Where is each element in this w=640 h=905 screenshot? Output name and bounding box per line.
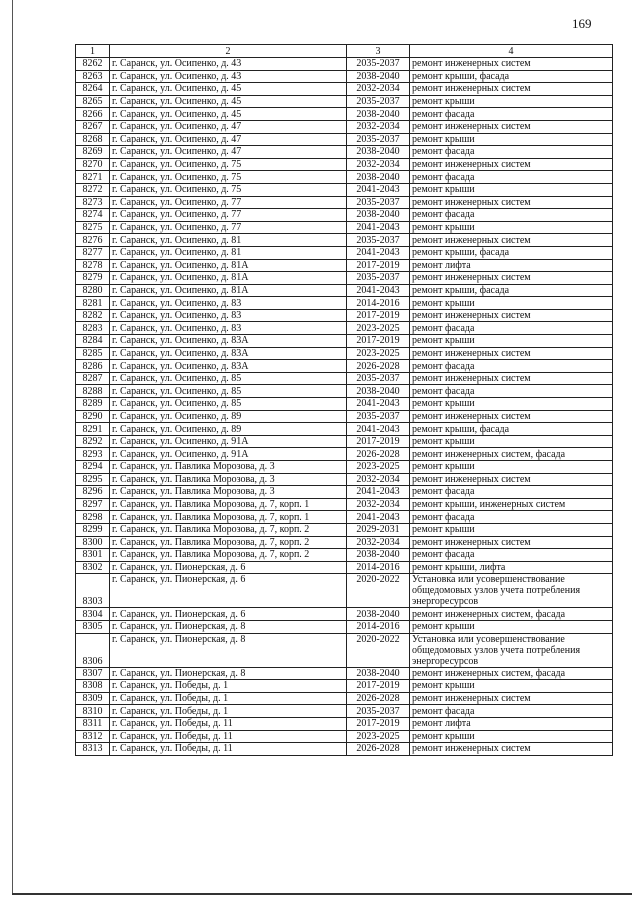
cell-address: г. Саранск, ул. Победы, д. 11 <box>110 730 347 743</box>
cell-number: 8304 <box>76 608 110 621</box>
cell-number: 8298 <box>76 511 110 524</box>
table-row <box>76 372 613 385</box>
scan-edge-left <box>12 0 13 893</box>
cell-number: 8267 <box>76 120 110 133</box>
cell-period: 2029-2031 <box>347 523 410 536</box>
cell-period: 2041-2043 <box>347 183 410 196</box>
cell-period: 2017-2019 <box>347 680 410 693</box>
table-row <box>76 183 613 196</box>
cell-work: ремонт фасада <box>410 322 613 335</box>
cell-period: 2023-2025 <box>347 730 410 743</box>
cell-address: г. Саранск, ул. Пионерская, д. 8 <box>110 633 347 667</box>
cell-period: 2038-2040 <box>347 667 410 680</box>
cell-number: 8281 <box>76 297 110 310</box>
cell-number: 8282 <box>76 309 110 322</box>
cell-period: 2035-2037 <box>347 58 410 71</box>
cell-address: г. Саранск, ул. Осипенко, д. 81А <box>110 259 347 272</box>
cell-number: 8301 <box>76 549 110 562</box>
cell-number: 8280 <box>76 284 110 297</box>
cell-work: ремонт инженерных систем <box>410 158 613 171</box>
cell-address: г. Саранск, ул. Павлика Морозова, д. 7, корп. 2 <box>110 523 347 536</box>
cell-number: 8288 <box>76 385 110 398</box>
cell-address: г. Саранск, ул. Осипенко, д. 81 <box>110 246 347 259</box>
cell-work: ремонт крыши <box>410 680 613 693</box>
table-row <box>76 347 613 360</box>
cell-address: г. Саранск, ул. Осипенко, д. 83 <box>110 309 347 322</box>
cell-work: ремонт фасада <box>410 385 613 398</box>
cell-number: 8278 <box>76 259 110 272</box>
cell-period: 2035-2037 <box>347 234 410 247</box>
cell-work: ремонт крыши <box>410 523 613 536</box>
cell-period: 2032-2034 <box>347 83 410 96</box>
cell-period: 2026-2028 <box>347 692 410 705</box>
table-row <box>76 246 613 259</box>
cell-address: г. Саранск, ул. Осипенко, д. 83А <box>110 360 347 373</box>
cell-number: 8295 <box>76 473 110 486</box>
cell-period: 2041-2043 <box>347 511 410 524</box>
cell-period: 2041-2043 <box>347 423 410 436</box>
cell-period: 2020-2022 <box>347 633 410 667</box>
table-row <box>76 259 613 272</box>
repair-schedule-table <box>75 44 613 756</box>
cell-address: г. Саранск, ул. Осипенко, д. 85 <box>110 398 347 411</box>
cell-work: ремонт инженерных систем <box>410 743 613 756</box>
cell-work: ремонт фасада <box>410 108 613 121</box>
table-row <box>76 461 613 474</box>
cell-address: г. Саранск, ул. Осипенко, д. 83 <box>110 322 347 335</box>
cell-period: 2023-2025 <box>347 461 410 474</box>
cell-work: ремонт крыши, фасада <box>410 70 613 83</box>
column-header-work: 4 <box>410 45 613 58</box>
cell-address: г. Саранск, ул. Павлика Морозова, д. 7, корп. 2 <box>110 536 347 549</box>
cell-period: 2032-2034 <box>347 473 410 486</box>
cell-number: 8308 <box>76 680 110 693</box>
cell-number: 8283 <box>76 322 110 335</box>
table-row <box>76 705 613 718</box>
cell-address: г. Саранск, ул. Пионерская, д. 6 <box>110 561 347 574</box>
cell-period: 2035-2037 <box>347 196 410 209</box>
cell-work: ремонт крыши <box>410 435 613 448</box>
cell-number: 8275 <box>76 221 110 234</box>
cell-address: г. Саранск, ул. Осипенко, д. 81А <box>110 284 347 297</box>
cell-number: 8289 <box>76 398 110 411</box>
cell-number: 8309 <box>76 692 110 705</box>
table-row <box>76 83 613 96</box>
cell-address: г. Саранск, ул. Победы, д. 11 <box>110 743 347 756</box>
table-row <box>76 58 613 71</box>
cell-address: г. Саранск, ул. Осипенко, д. 91А <box>110 435 347 448</box>
cell-address: г. Саранск, ул. Осипенко, д. 45 <box>110 83 347 96</box>
cell-number: 8290 <box>76 410 110 423</box>
cell-address: г. Саранск, ул. Осипенко, д. 85 <box>110 385 347 398</box>
cell-period: 2038-2040 <box>347 209 410 222</box>
cell-work: ремонт лифта <box>410 259 613 272</box>
cell-address: г. Саранск, ул. Павлика Морозова, д. 3 <box>110 486 347 499</box>
page-number: 169 <box>572 16 592 31</box>
cell-period: 2038-2040 <box>347 608 410 621</box>
cell-work: Установка или усовершенствование общедомовых узлов учета потребления энергоресурсов <box>410 574 613 608</box>
cell-work: ремонт крыши <box>410 133 613 146</box>
cell-number: 8276 <box>76 234 110 247</box>
cell-number: 8263 <box>76 70 110 83</box>
cell-number: 8297 <box>76 498 110 511</box>
cell-address: г. Саранск, ул. Осипенко, д. 81 <box>110 234 347 247</box>
cell-number: 8296 <box>76 486 110 499</box>
cell-number: 8307 <box>76 667 110 680</box>
cell-number: 8271 <box>76 171 110 184</box>
cell-period: 2017-2019 <box>347 259 410 272</box>
cell-work: ремонт инженерных систем <box>410 83 613 96</box>
cell-address: г. Саранск, ул. Осипенко, д. 45 <box>110 108 347 121</box>
cell-period: 2014-2016 <box>347 620 410 633</box>
table-row <box>76 133 613 146</box>
table-row <box>76 360 613 373</box>
cell-number: 8277 <box>76 246 110 259</box>
cell-number: 8272 <box>76 183 110 196</box>
table-row <box>76 234 613 247</box>
table-row <box>76 692 613 705</box>
cell-number: 8286 <box>76 360 110 373</box>
table-row <box>76 561 613 574</box>
table-row <box>76 435 613 448</box>
cell-address: г. Саранск, ул. Осипенко, д. 43 <box>110 70 347 83</box>
cell-number: 8300 <box>76 536 110 549</box>
cell-period: 2017-2019 <box>347 435 410 448</box>
cell-number: 8291 <box>76 423 110 436</box>
cell-address: г. Саранск, ул. Пионерская, д. 6 <box>110 608 347 621</box>
table-row <box>76 95 613 108</box>
cell-work: ремонт фасада <box>410 209 613 222</box>
cell-number: 8274 <box>76 209 110 222</box>
cell-work: ремонт крыши, фасада <box>410 284 613 297</box>
cell-address: г. Саранск, ул. Пионерская, д. 6 <box>110 574 347 608</box>
cell-address: г. Саранск, ул. Осипенко, д. 91А <box>110 448 347 461</box>
cell-address: г. Саранск, ул. Осипенко, д. 75 <box>110 171 347 184</box>
cell-work: ремонт крыши <box>410 95 613 108</box>
cell-period: 2038-2040 <box>347 171 410 184</box>
cell-work: ремонт фасада <box>410 549 613 562</box>
cell-address: г. Саранск, ул. Осипенко, д. 47 <box>110 133 347 146</box>
cell-work: ремонт инженерных систем, фасада <box>410 448 613 461</box>
table-row <box>76 473 613 486</box>
table-row <box>76 680 613 693</box>
cell-address: г. Саранск, ул. Победы, д. 11 <box>110 717 347 730</box>
cell-number: 8269 <box>76 146 110 159</box>
table-row <box>76 209 613 222</box>
cell-address: г. Саранск, ул. Павлика Морозова, д. 3 <box>110 461 347 474</box>
cell-number: 8266 <box>76 108 110 121</box>
table-row <box>76 309 613 322</box>
table-row <box>76 608 613 621</box>
cell-period: 2020-2022 <box>347 574 410 608</box>
table-row <box>76 108 613 121</box>
cell-period: 2041-2043 <box>347 398 410 411</box>
cell-work: ремонт инженерных систем <box>410 372 613 385</box>
cell-address: г. Саранск, ул. Осипенко, д. 43 <box>110 58 347 71</box>
cell-period: 2038-2040 <box>347 385 410 398</box>
cell-period: 2041-2043 <box>347 221 410 234</box>
cell-number: 8273 <box>76 196 110 209</box>
cell-period: 2038-2040 <box>347 108 410 121</box>
table-row <box>76 146 613 159</box>
table-row <box>76 486 613 499</box>
cell-period: 2014-2016 <box>347 297 410 310</box>
cell-address: г. Саранск, ул. Осипенко, д. 75 <box>110 158 347 171</box>
table-row <box>76 620 613 633</box>
cell-period: 2032-2034 <box>347 536 410 549</box>
table-row <box>76 272 613 285</box>
cell-work: ремонт крыши <box>410 730 613 743</box>
cell-address: г. Саранск, ул. Осипенко, д. 77 <box>110 196 347 209</box>
cell-address: г. Саранск, ул. Осипенко, д. 47 <box>110 146 347 159</box>
cell-period: 2023-2025 <box>347 322 410 335</box>
cell-number: 8294 <box>76 461 110 474</box>
cell-period: 2038-2040 <box>347 70 410 83</box>
cell-period: 2026-2028 <box>347 743 410 756</box>
cell-number: 8284 <box>76 335 110 348</box>
table-row <box>76 171 613 184</box>
cell-work: ремонт фасада <box>410 171 613 184</box>
cell-work: ремонт фасада <box>410 146 613 159</box>
cell-work: ремонт крыши <box>410 297 613 310</box>
table-row <box>76 423 613 436</box>
cell-work: ремонт инженерных систем <box>410 234 613 247</box>
cell-work: ремонт крыши <box>410 221 613 234</box>
table-row <box>76 297 613 310</box>
table-row <box>76 743 613 756</box>
cell-number: 8287 <box>76 372 110 385</box>
cell-address: г. Саранск, ул. Пионерская, д. 8 <box>110 667 347 680</box>
cell-address: г. Саранск, ул. Осипенко, д. 85 <box>110 372 347 385</box>
cell-address: г. Саранск, ул. Осипенко, д. 83А <box>110 347 347 360</box>
cell-work: ремонт крыши <box>410 461 613 474</box>
table-row <box>76 511 613 524</box>
cell-number: 8302 <box>76 561 110 574</box>
cell-address: г. Саранск, ул. Осипенко, д. 77 <box>110 209 347 222</box>
cell-work: ремонт крыши, фасада <box>410 423 613 436</box>
cell-period: 2041-2043 <box>347 246 410 259</box>
cell-work: ремонт инженерных систем <box>410 58 613 71</box>
table-row <box>76 158 613 171</box>
cell-number: 8313 <box>76 743 110 756</box>
cell-address: г. Саранск, ул. Осипенко, д. 81А <box>110 272 347 285</box>
cell-address: г. Саранск, ул. Осипенко, д. 83 <box>110 297 347 310</box>
cell-work: ремонт крыши, лифта <box>410 561 613 574</box>
column-header-number: 1 <box>76 45 110 58</box>
cell-period: 2032-2034 <box>347 498 410 511</box>
table-row <box>76 196 613 209</box>
table-row <box>76 574 613 608</box>
cell-address: г. Саранск, ул. Победы, д. 1 <box>110 680 347 693</box>
cell-period: 2041-2043 <box>347 284 410 297</box>
table-row <box>76 667 613 680</box>
cell-work: ремонт фасада <box>410 511 613 524</box>
cell-address: г. Саранск, ул. Осипенко, д. 77 <box>110 221 347 234</box>
cell-period: 2026-2028 <box>347 448 410 461</box>
cell-period: 2035-2037 <box>347 133 410 146</box>
table-header-row <box>76 45 613 58</box>
cell-address: г. Саранск, ул. Павлика Морозова, д. 7, корп. 1 <box>110 498 347 511</box>
cell-period: 2017-2019 <box>347 335 410 348</box>
cell-address: г. Саранск, ул. Победы, д. 1 <box>110 692 347 705</box>
cell-number: 8270 <box>76 158 110 171</box>
cell-period: 2017-2019 <box>347 717 410 730</box>
cell-number: 8312 <box>76 730 110 743</box>
cell-address: г. Саранск, ул. Победы, д. 1 <box>110 705 347 718</box>
cell-work: ремонт инженерных систем <box>410 692 613 705</box>
cell-period: 2026-2028 <box>347 360 410 373</box>
cell-period: 2035-2037 <box>347 410 410 423</box>
cell-work: ремонт инженерных систем <box>410 410 613 423</box>
cell-number: 8306 <box>76 633 110 667</box>
table-row <box>76 120 613 133</box>
cell-work: ремонт крыши <box>410 398 613 411</box>
table-row <box>76 717 613 730</box>
cell-number: 8279 <box>76 272 110 285</box>
cell-period: 2038-2040 <box>347 146 410 159</box>
cell-period: 2035-2037 <box>347 272 410 285</box>
cell-number: 8285 <box>76 347 110 360</box>
table-row <box>76 730 613 743</box>
table-row <box>76 523 613 536</box>
table-row <box>76 410 613 423</box>
cell-work: ремонт крыши, фасада <box>410 246 613 259</box>
cell-period: 2014-2016 <box>347 561 410 574</box>
table-row <box>76 398 613 411</box>
cell-number: 8293 <box>76 448 110 461</box>
cell-work: ремонт инженерных систем <box>410 473 613 486</box>
cell-number: 8299 <box>76 523 110 536</box>
cell-period: 2035-2037 <box>347 705 410 718</box>
cell-number: 8292 <box>76 435 110 448</box>
cell-work: ремонт инженерных систем <box>410 347 613 360</box>
table-row <box>76 322 613 335</box>
table-body <box>76 58 613 756</box>
cell-work: Установка или усовершенствование общедомовых узлов учета потребления энергоресурсов <box>410 633 613 667</box>
cell-address: г. Саранск, ул. Осипенко, д. 89 <box>110 410 347 423</box>
cell-number: 8310 <box>76 705 110 718</box>
cell-number: 8264 <box>76 83 110 96</box>
cell-address: г. Саранск, ул. Осипенко, д. 75 <box>110 183 347 196</box>
cell-work: ремонт крыши, инженерных систем <box>410 498 613 511</box>
cell-number: 8262 <box>76 58 110 71</box>
cell-work: ремонт лифта <box>410 717 613 730</box>
cell-address: г. Саранск, ул. Осипенко, д. 47 <box>110 120 347 133</box>
cell-number: 8305 <box>76 620 110 633</box>
cell-number: 8311 <box>76 717 110 730</box>
table-row <box>76 448 613 461</box>
cell-address: г. Саранск, ул. Павлика Морозова, д. 7, корп. 2 <box>110 549 347 562</box>
cell-address: г. Саранск, ул. Пионерская, д. 8 <box>110 620 347 633</box>
cell-work: ремонт фасада <box>410 360 613 373</box>
cell-number: 8303 <box>76 574 110 608</box>
cell-work: ремонт крыши <box>410 335 613 348</box>
cell-period: 2017-2019 <box>347 309 410 322</box>
column-header-period: 3 <box>347 45 410 58</box>
cell-work: ремонт инженерных систем <box>410 120 613 133</box>
cell-work: ремонт фасада <box>410 486 613 499</box>
table-row <box>76 549 613 562</box>
table-row <box>76 221 613 234</box>
cell-work: ремонт крыши <box>410 183 613 196</box>
cell-address: г. Саранск, ул. Павлика Морозова, д. 7, корп. 1 <box>110 511 347 524</box>
cell-period: 2032-2034 <box>347 120 410 133</box>
cell-number: 8265 <box>76 95 110 108</box>
cell-work: ремонт инженерных систем <box>410 309 613 322</box>
table-row <box>76 284 613 297</box>
cell-period: 2032-2034 <box>347 158 410 171</box>
table-row <box>76 498 613 511</box>
cell-work: ремонт инженерных систем, фасада <box>410 608 613 621</box>
cell-work: ремонт инженерных систем, фасада <box>410 667 613 680</box>
cell-period: 2023-2025 <box>347 347 410 360</box>
cell-period: 2035-2037 <box>347 372 410 385</box>
cell-address: г. Саранск, ул. Осипенко, д. 83А <box>110 335 347 348</box>
column-header-address: 2 <box>110 45 347 58</box>
cell-period: 2035-2037 <box>347 95 410 108</box>
cell-work: ремонт инженерных систем <box>410 196 613 209</box>
table-row <box>76 335 613 348</box>
table-row <box>76 633 613 667</box>
cell-period: 2041-2043 <box>347 486 410 499</box>
cell-work: ремонт инженерных систем <box>410 536 613 549</box>
cell-work: ремонт фасада <box>410 705 613 718</box>
cell-address: г. Саранск, ул. Осипенко, д. 89 <box>110 423 347 436</box>
table-row <box>76 385 613 398</box>
scan-edge-bottom <box>12 893 632 895</box>
cell-number: 8268 <box>76 133 110 146</box>
cell-period: 2038-2040 <box>347 549 410 562</box>
cell-address: г. Саранск, ул. Павлика Морозова, д. 3 <box>110 473 347 486</box>
cell-address: г. Саранск, ул. Осипенко, д. 45 <box>110 95 347 108</box>
cell-work: ремонт инженерных систем <box>410 272 613 285</box>
table-row <box>76 70 613 83</box>
cell-work: ремонт крыши <box>410 620 613 633</box>
table-row <box>76 536 613 549</box>
